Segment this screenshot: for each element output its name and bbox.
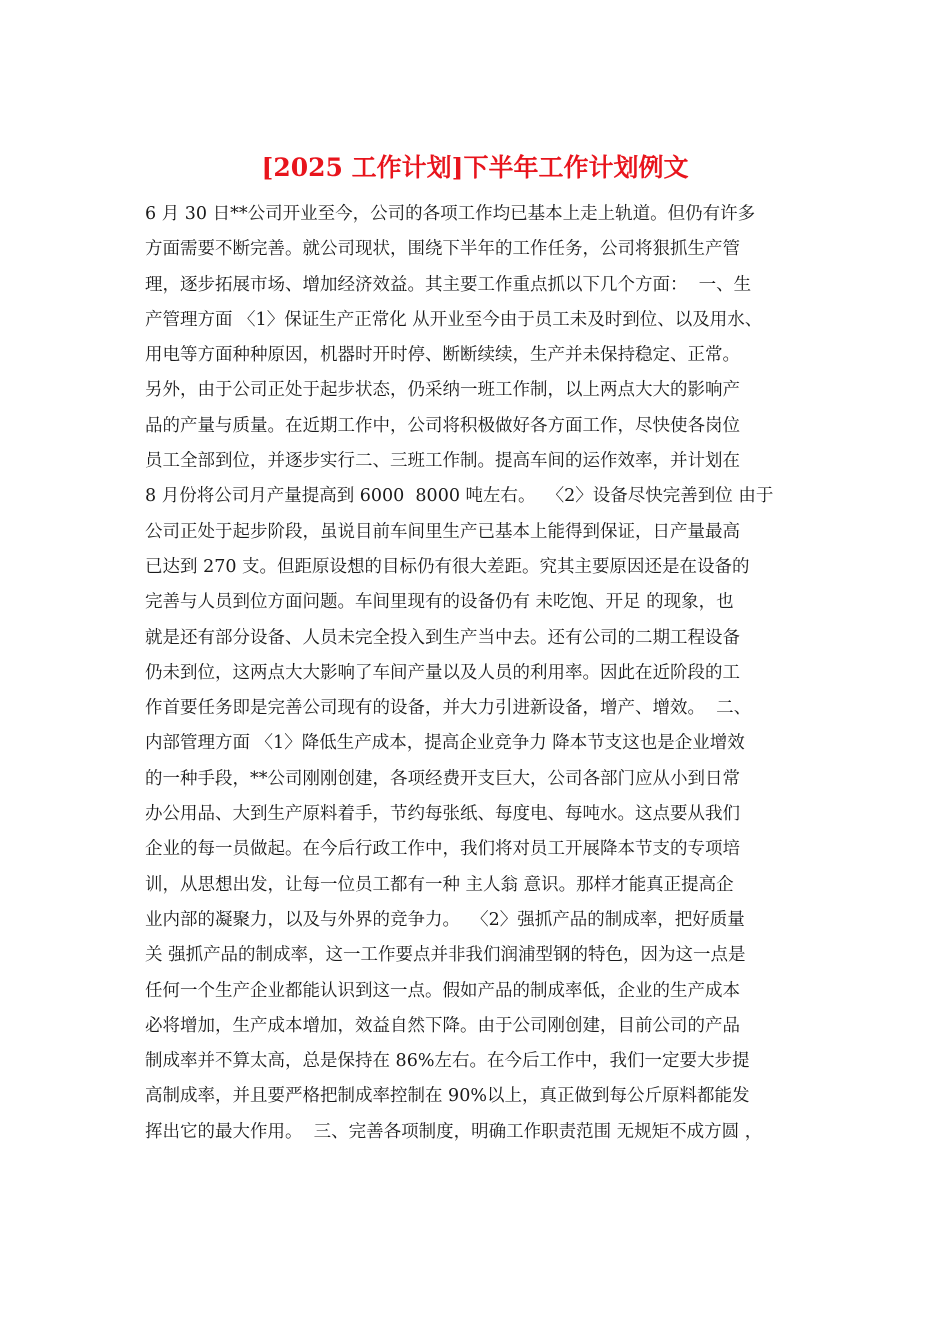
body-line: 完善与人员到位方面问题。车间里现有的设备仍有 未吃饱、开足 的现象，也 [145,592,734,613]
body-line: 公司正处于起步阶段，虽说目前车间里生产已基本上能得到保证，日产量最高 [145,521,740,542]
body-line: 挥出它的最大作用。 三、完善各项制度，明确工作职责范围 无规矩不成方圆 ， [145,1121,763,1142]
body-line: 用电等方面种种原因，机器时开时停、断断续续，生产并未保持稳定、正常。 [145,345,740,366]
body-line: 内部管理方面 〈1〉降低生产成本，提高企业竞争力 降本节支这也是企业增效 [145,733,745,754]
document-body [145,197,815,1150]
body-line: 必将增加，生产成本增加，效益自然下降。由于公司刚创建，目前公司的产品 [145,1015,740,1036]
document-title: [2025 工作计划]下半年工作计划例文 [261,153,689,182]
body-line: 已达到 270 支。但距原设想的目标仍有很大差距。究其主要原因还是在设备的 [145,556,750,577]
body-line: 8 月份将公司月产量提高到 6000 8000 吨左右。 〈2〉设备尽快完善到位 由于 [145,486,774,507]
body-line: 就是还有部分设备、人员未完全投入到生产当中去。还有公司的二期工程设备 [145,627,740,648]
body-line: 任何一个生产企业都能认识到这一点。假如产品的制成率低，企业的生产成本 [145,980,740,1001]
body-line: 办公用品、大到生产原料着手，节约每张纸、每度电、每吨水。这点要从我们 [145,804,740,825]
body-line: 训，从思想出发，让每一位员工都有一种 主人翁 意识。那样才能真正提高企 [145,874,734,895]
body-line: 6 月 30 日**公司开业至今，公司的各项工作均已基本上走上轨道。但仍有许多 [145,204,756,224]
body-line: 关 强抓产品的制成率，这一工作要点并非我们润浦型钢的特色，因为这一点是 [145,945,746,966]
body-line: 制成率并不算太高，总是保持在 86%左右。在今后工作中，我们一定要大步提 [145,1051,750,1072]
body-line: 方面需要不断完善。就公司现状，围绕下半年的工作任务，公司将狠抓生产管 [145,239,740,260]
body-line: 高制成率，并且要严格把制成率控制在 90%以上，真正做到每公斤原料都能发 [145,1086,750,1107]
body-line: 作首要任务即是完善公司现有的设备，并大力引进新设备，增产、增效。 二、 [145,698,752,719]
body-line: 仍未到位，这两点大大影响了车间产量以及人员的利用率。因此在近阶段的工 [145,662,740,683]
body-line: 产管理方面 〈1〉保证生产正常化 从开业至今由于员工未及时到位、以及用水、 [145,309,763,330]
body-line: 员工全部到位，并逐步实行二、三班工作制。提高车间的运作效率，并计划在 [145,451,740,472]
body-line: 理，逐步拓展市场、增加经济效益。其主要工作重点抓以下几个方面： 一、生 [145,274,752,295]
body-line: 企业的每一员做起。在今后行政工作中，我们将对员工开展降本节支的专项培 [145,839,740,860]
body-line: 的一种手段，**公司刚刚创建，各项经费开支巨大，公司各部门应从小到日常 [145,768,740,789]
body-line: 品的产量与质量。在近期工作中，公司将积极做好各方面工作，尽快使各岗位 [145,415,740,436]
body-line: 业内部的凝聚力，以及与外界的竞争力。 〈2〉强抓产品的制成率，把好质量 [145,909,745,930]
body-line: 另外，由于公司正处于起步状态，仍采纳一班工作制，以上两点大大的影响产 [145,380,740,401]
